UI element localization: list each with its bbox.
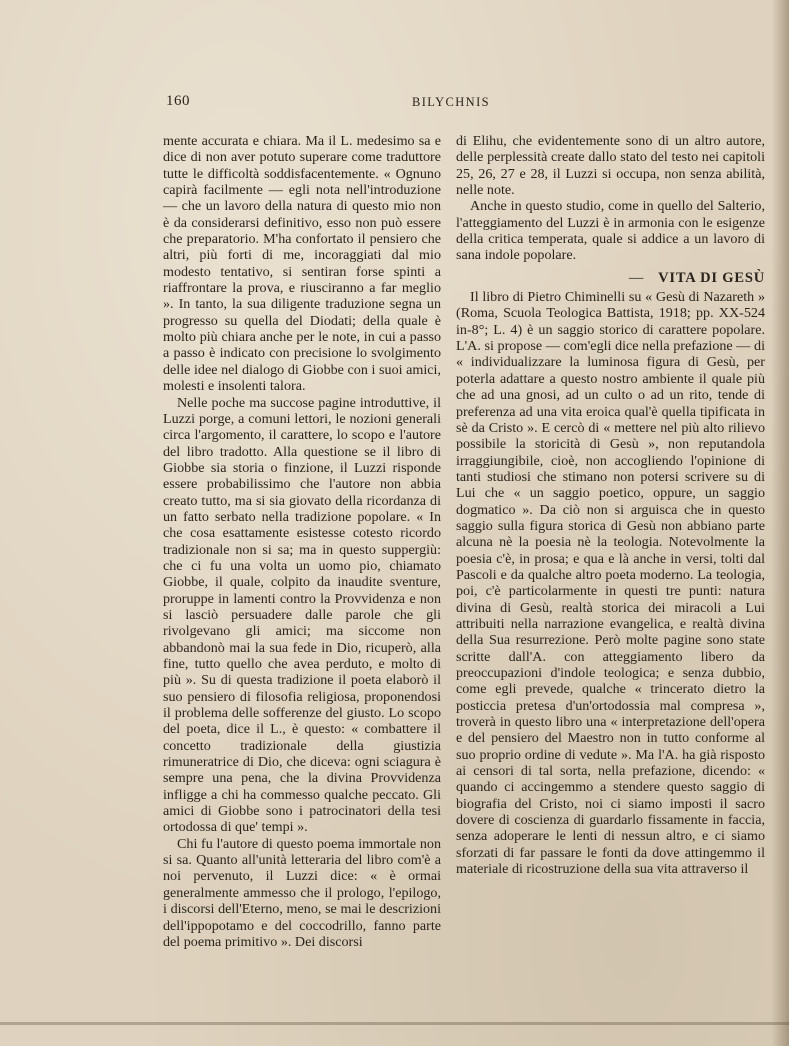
running-head	[0, 93, 789, 117]
page-number: 160	[166, 93, 190, 109]
right-column	[456, 133, 765, 877]
right-paragraph-1: di Elihu, che evidentemente sono di un altro autore, delle perplessità create dallo stato del testo nei capitoli 25, 26, 27 e 28, il Luzzi si occupa, non senza abilità, nelle note.	[456, 133, 765, 199]
left-column	[163, 133, 441, 950]
journal-title: BILYCHNIS	[412, 95, 491, 109]
section-heading-dash: —	[628, 269, 645, 286]
section-heading-text: VITA DI GESÙ	[658, 269, 765, 286]
right-paragraph-2: Anche in questo studio, come in quello del Salterio, l'atteggiamento del Luzzi è in armonia con le esigenze della critica temperata, quale si addice a un lavoro di sana indole popolare.	[456, 198, 765, 264]
bottom-edge-rule	[0, 1022, 789, 1025]
left-paragraph-2: Nelle poche ma succose pagine introduttive, il Luzzi porge, a comuni lettori, le nozioni generali circa l'argomento, il carattere, lo scopo e l'autore del libro tradotto. Alla questione se il libro di Giobbe sia storia o finzione, il Luzzi risponde essere probabilissimo che l'autore non abbia creato tutto, ma si sia giovato della ricordanza di un fatto serbato nella tradizione popolare. « In che cosa esattamente esistesse cotesto ricordo tradizionale non si sa; ma in questo suppergiù: che ci fu una volta un uomo pio, chiamato Giobbe, il quale, colpito da inaudite sventure, proruppe in lamenti contro la Provvidenza e non si lasciò persuadere dalle parole che gli rivolgevano gli amici; ma siccome non abbandonò mai la sua fede in Dio, ricuperò, alla fine, tutto quello che avea perduto, e molto di più ». Su di questa tradizione il poeta elaborò il suo pensiero di filosofia religiosa, proponendosi il problema delle sofferenze del giusto. Lo scopo del poeta, dice il L., è questo: « combattere il concetto tradizionale della giustizia rimuneratrice di Dio, che diceva: ogni sciagura è sempre una pena, che la divina Provvidenza infligge a chi ha commesso qualche peccato. Gli amici di Giobbe sono i patrocinatori della tesi ortodossa di que' tempi ».	[163, 394, 441, 836]
left-paragraph-3: Chi fu l'autore di questo poema immortale non si sa. Quanto all'unità letteraria del libro com'è a noi pervenuto, il Luzzi dice: « è ormai generalmente ammesso che il prologo, l'epilogo, i discorsi dell'Eterno, meno, se mai le descrizioni dell'ippopotamo e del coccodrillo, fanno parte del poema primitivo ». Dei discorsi	[163, 835, 441, 950]
page-binding-shadow	[771, 0, 789, 1046]
section-heading	[456, 270, 765, 286]
left-paragraph-1: mente accurata e chiara. Ma il L. medesimo sa e dice di non aver potuto superare come traduttore tutte le difficoltà soddisfacentemente. « Ognuno capirà facilmente — egli nota nell'introduzione — che un lavoro della natura di questo mio non è da considerarsi definitivo, esso non può essere che preparatorio. M'ha confortato il pensiero che altri, più forti di me, incoraggiati dal mio modesto tentativo, si sentiran forse spinti a riaffrontare la prova, e riusciranno a far meglio ». In tanto, la sua diligente traduzione segna un progresso su quella del Diodati; della quale è molto più chiara anche per le note, in cui a passo a passo è indicato con precisione lo svolgimento delle idee nel dialogo di Giobbe con i suoi amici, molesti e insolenti talora.	[163, 133, 441, 395]
right-paragraph-3: Il libro di Pietro Chiminelli su « Gesù di Nazareth » (Roma, Scuola Teologica Battista, 1918; pp. XX-524 in-8°; L. 4) è un saggio storico di carattere popolare. L'A. si propose — com'egli dice nella prefazione — di « individualizzare la luminosa figura di Gesù, per poterla adattare a questo nostro ambiente il quale più che ad una gnosi, ad un culto o ad un rito, tende di preferenza ad una vita eroica qual'è quella tipificata in sè da Cristo ». E cercò di « mettere nel più alto rilievo possibile la storicità di Gesù », non reputandola irraggiungibile, cioè, non accogliendo l'opinione di tanti studiosi che stimano non potersi scrivere su di Lui che « un saggio poetico, oppure, un saggio dogmatico ». Da ciò non si arguisca che in questo saggio sulla figura storica di Gesù non abbiano parte alcuna nè la poesia nè la teologia. Notevolmente la poesia c'è, in prosa; e qua e là anche in versi, tolti dal Pascoli e da qualche altro poeta moderno. La teologia, poi, c'è particolarmente in questi tre punti: natura divina di Gesù, realtà storica dei miracoli a Lui attribuiti nella narrazione evangelica, e realtà divina della Sua resurrezione. Però molte pagine sono state scritte dall'A. con atteggiamento libero da preoccupazioni d'indole teologica; e senza dubbio, come egli prevede, qualche « trincerato dietro la posticcia pretesa d'un'ortodossia mal compresa », troverà in questo libro una « interpretazione dell'opera e del pensiero del Maestro non in tutto conforme al suo proprio ordine di vedute ». Ma l'A. ha già risposto ai censori di tal sorta, nella prefazione, dicendo: « quando ci accingemmo a stendere questo saggio di biografia del Cristo, noi ci siamo imposti il sacro dovere di coscienza di guardarlo fissamente in faccia, senza adoperare le lenti di nessun altro, e ci siamo sforzati di far passare le fonti da dove attingemmo il materiale di ricostruzione della sua vita attraverso il	[456, 289, 765, 878]
